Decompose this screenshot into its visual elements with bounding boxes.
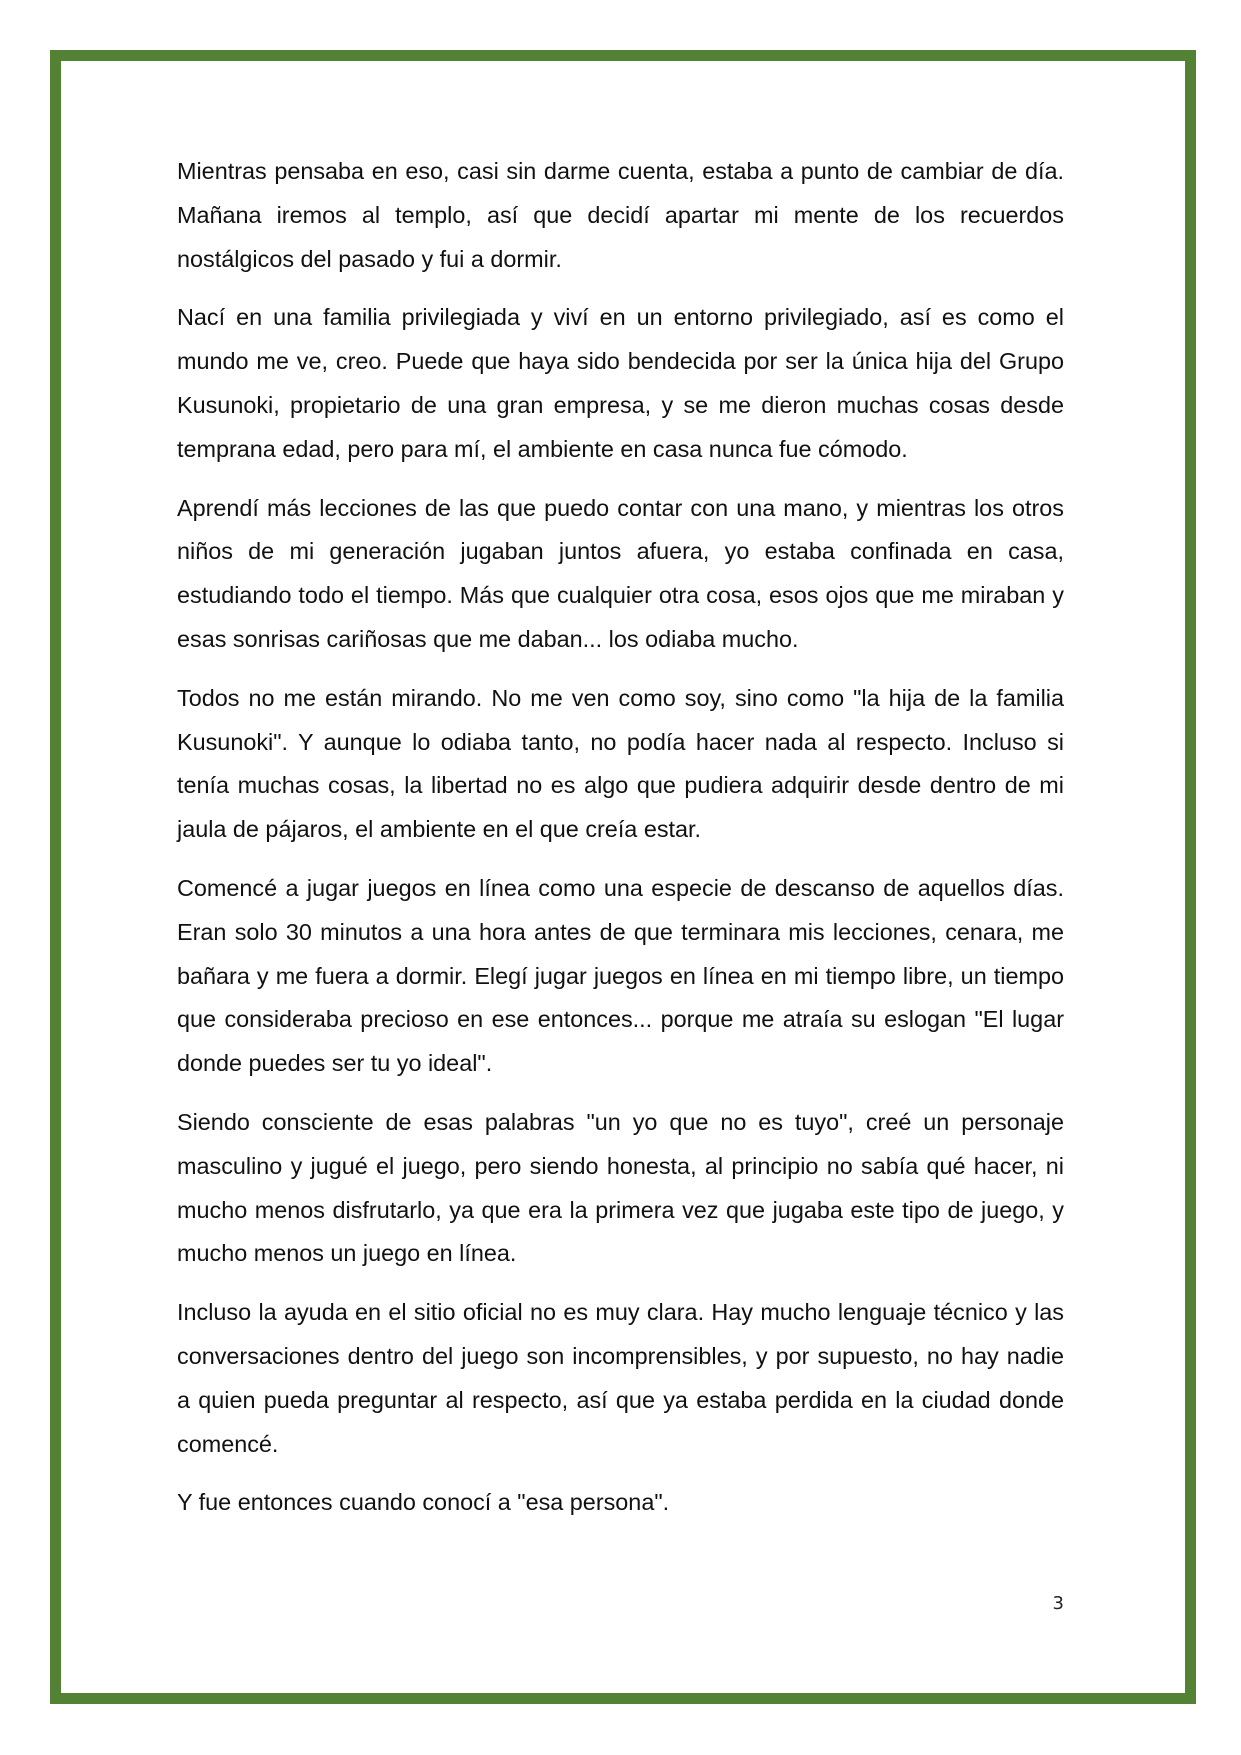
paragraph: Siendo consciente de esas palabras "un yo que no es tuyo", creé un personaje masculino y jugué el juego, pero siendo honesta, al principio no sabía qué hacer, ni mucho menos disfrutarlo, ya que era la primera vez que jugaba este tipo de juego, y mucho menos un juego en línea. [177,1108,1064,1267]
page-number: 3 [1052,1593,1064,1614]
paragraph: Comencé a jugar juegos en línea como una especie de descanso de aquellos días. Eran solo 30 minutos a una hora antes de que terminara mis lecciones, cenara, me bañara y me fuera a dormir. Elegí jugar juegos en línea en mi tiempo libre, un tiempo que consideraba precioso en ese entonces... porque me atraía su eslogan "El lugar donde puedes ser tu yo ideal". [177,874,1064,1077]
paragraph: Incluso la ayuda en el sitio oficial no es muy clara. Hay mucho lenguaje técnico y las conversaciones dentro del juego son incomprensibles, y por supuesto, no hay nadie a quien pueda preguntar al respecto, así que ya estaba perdida en la ciudad donde comencé. [177,1299,1064,1457]
paragraph: Aprendí más lecciones de las que puedo contar con una mano, y mientras los otros niños de mi generación jugaban juntos afuera, yo estaba confinada en casa, estudiando todo el tiempo. Más que cualquier otra cosa, esos ojos que me miraban y esas sonrisas cariñosas que me daban... los odiaba mucho. [177,494,1064,652]
paragraph: Y fue entonces cuando conocí a "esa persona". [177,1489,670,1516]
document-body [177,150,1064,1540]
paragraph: Nací en una familia privilegiada y viví en un entorno privilegiado, así es como el mundo me ve, creo. Puede que haya sido bendecida por ser la única hija del Grupo Kusunoki, propietario de una gran empresa, y se me dieron muchas cosas desde temprana edad, pero para mí, el ambiente en casa nunca fue cómodo. [177,304,1064,462]
paragraph: Mientras pensaba en eso, casi sin darme cuenta, estaba a punto de cambiar de día. Mañana iremos al templo, así que decidí apartar mi mente de los recuerdos nostálgicos del pasado y fui a dormir. [177,158,1064,272]
paragraph: Todos no me están mirando. No me ven como soy, sino como "la hija de la familia Kusunoki". Y aunque lo odiaba tanto, no podía hacer nada al respecto. Incluso si tenía muchas cosas, la libertad no es algo que pudiera adquirir desde dentro de mi jaula de pájaros, el ambiente en el que creía estar. [177,684,1064,843]
